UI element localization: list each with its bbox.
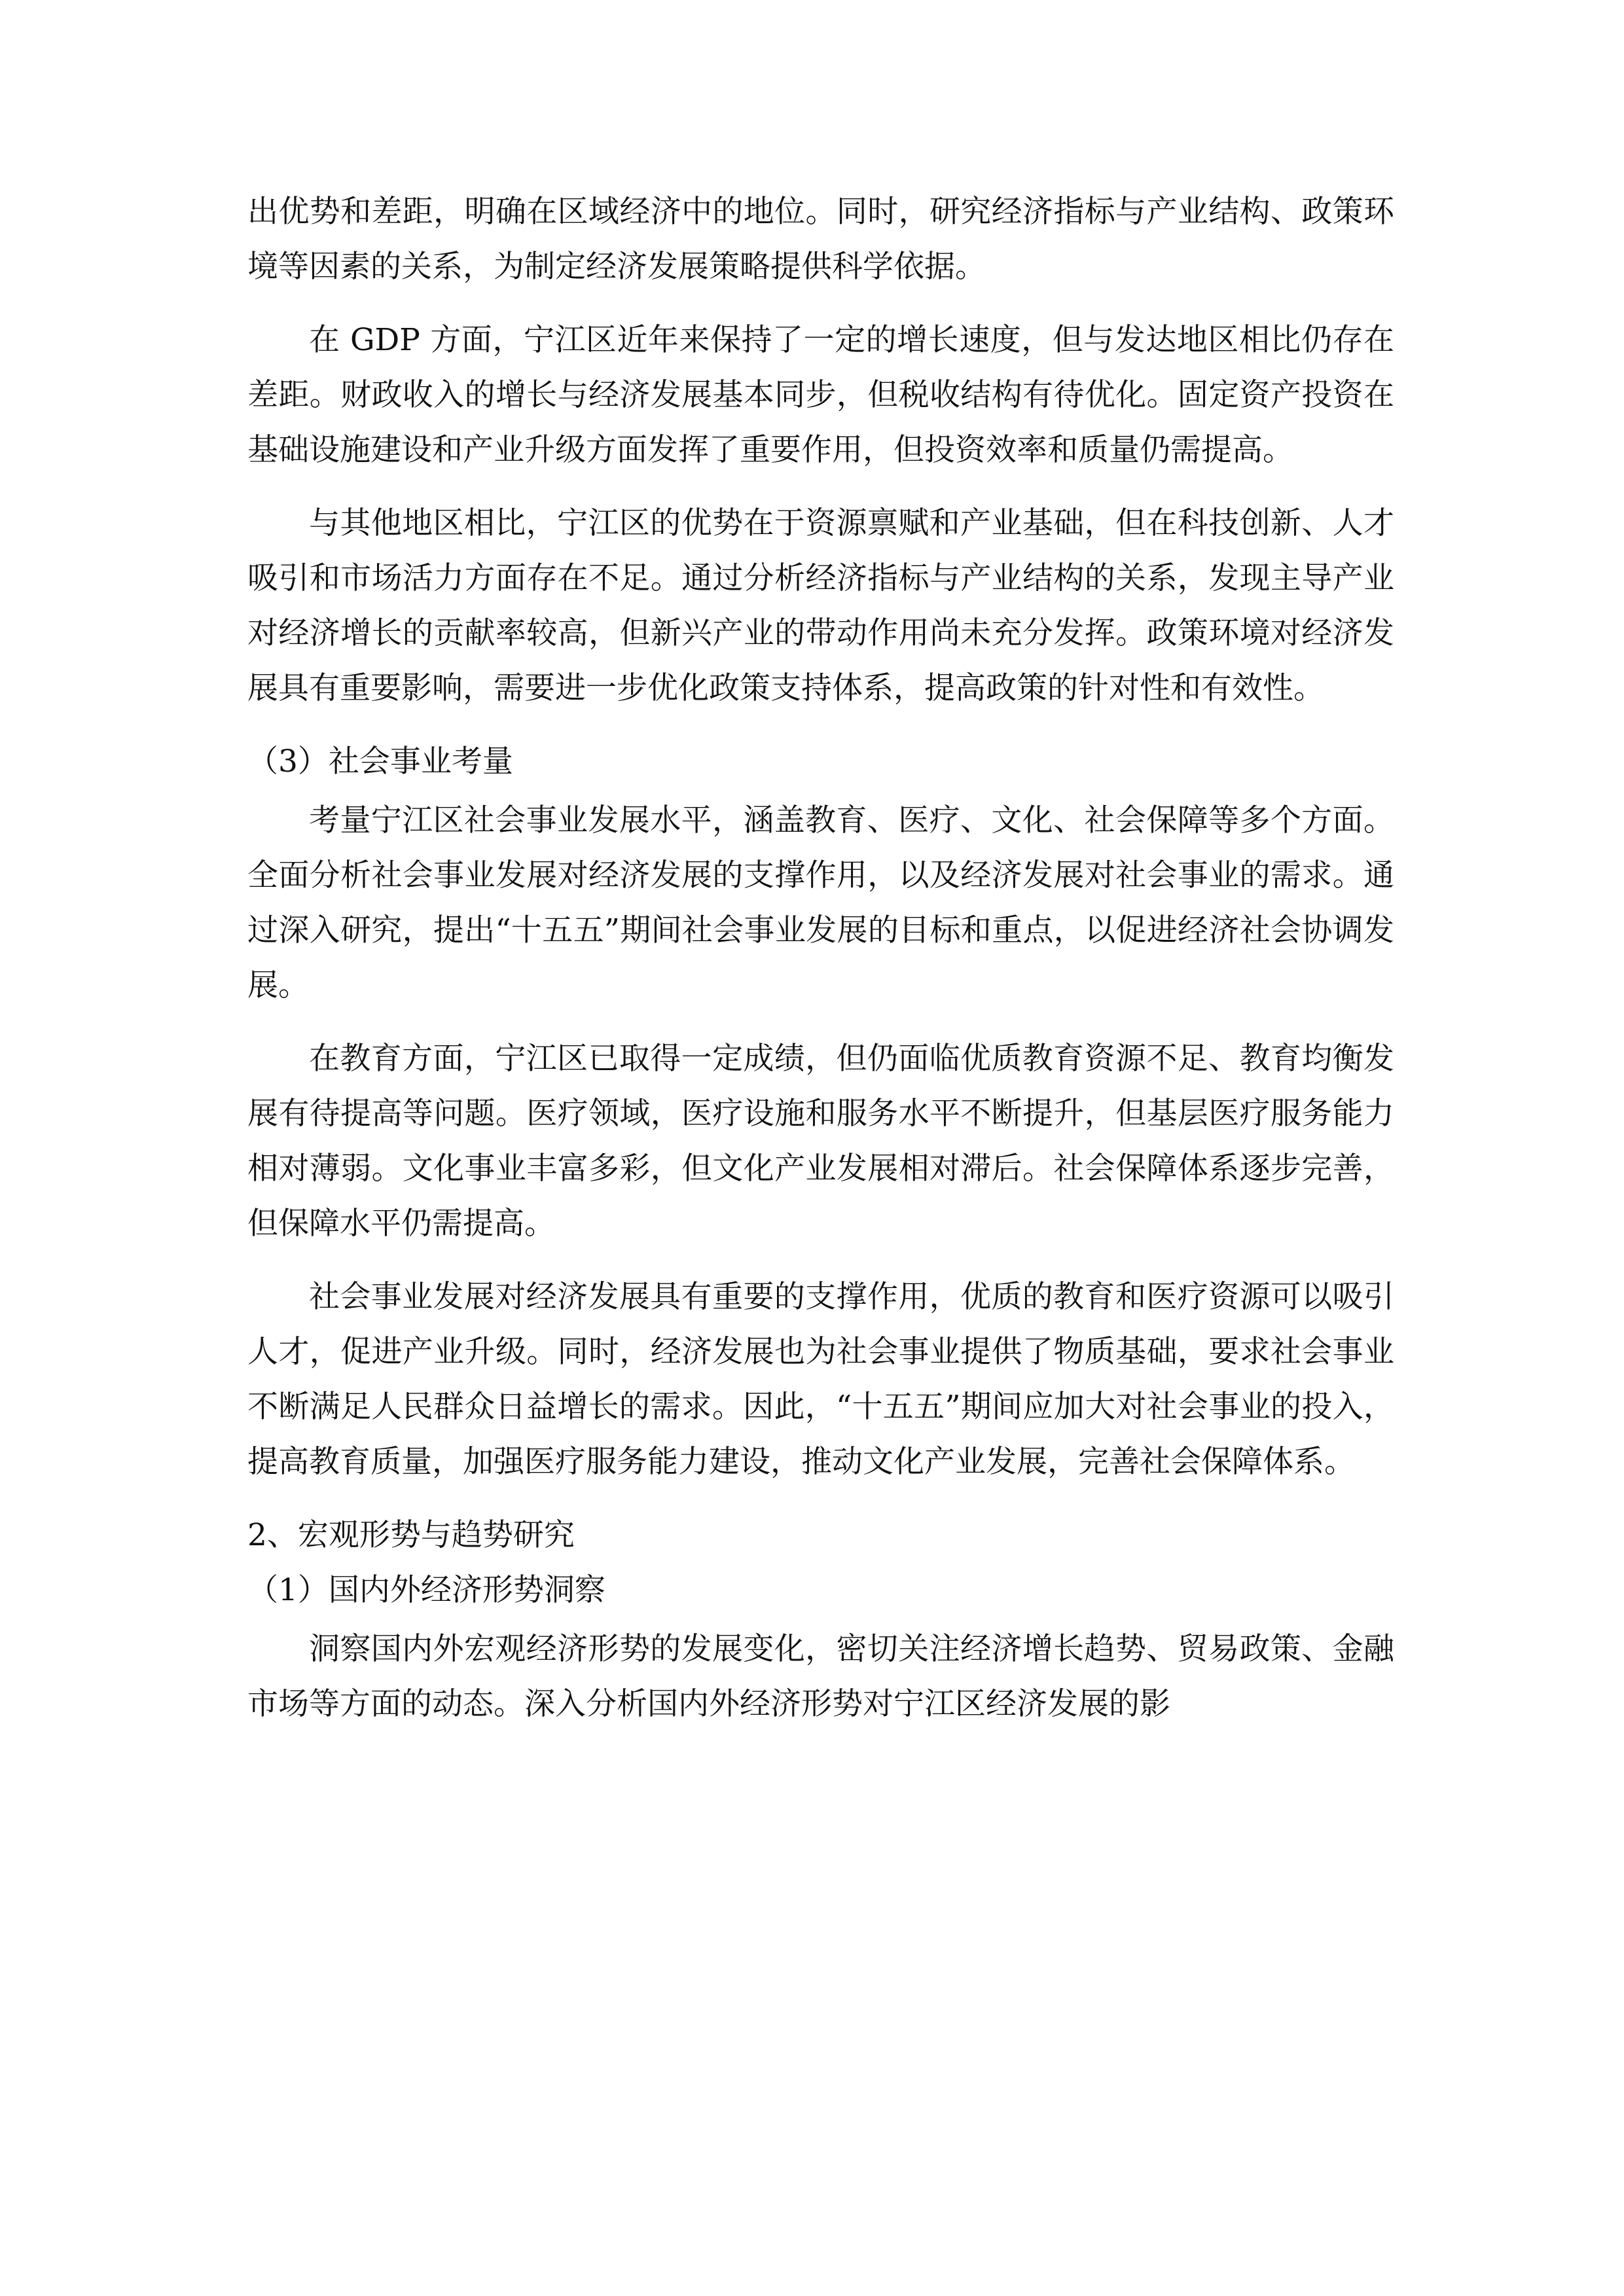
section-heading-macro: 2、宏观形势与趋势研究 bbox=[247, 1517, 575, 1553]
paragraph-social-overview: 考量宁江区社会事业发展水平，涵盖教育、医疗、文化、社会保障等多个方面。全面分析社会事业发展对经济发展的支撑作用，以及经济发展对社会事业的需求。通过深入研究，提出“十五五”期间社会事业发展的目标和重点，以促进经济社会协调发展。 bbox=[247, 802, 1394, 1003]
paragraph-comparison: 与其他地区相比，宁江区的优势在于资源禀赋和产业基础，但在科技创新、人才吸引和市场活力方面存在不足。通过分析经济指标与产业结构的关系，发现主导产业对经济增长的贡献率较高，但新兴产业的带动作用尚未充分发挥。政策环境对经济发展具有重要影响，需要进一步优化政策支持体系，提高政策的针对性和有效性。 bbox=[247, 505, 1394, 706]
paragraph-education: 在教育方面，宁江区已取得一定成绩，但仍面临优质教育资源不足、教育均衡发展有待提高等问题。医疗领域，医疗设施和服务水平不断提升，但基层医疗服务能力相对薄弱。文化事业丰富多彩，但文化产业发展相对滞后。社会保障体系逐步完善，但保障水平仍需提高。 bbox=[247, 1041, 1394, 1242]
paragraph-gdp: 在 GDP 方面，宁江区近年来保持了一定的增长速度，但与发达地区相比仍存在差距。财政收入的增长与经济发展基本同步，但税收结构有待优化。固定资产投资在基础设施建设和产业升级方面发挥了重要作用，但投资效率和质量仍需提高。 bbox=[247, 322, 1394, 468]
paragraph-1: 出优势和差距，明确在区域经济中的地位。同时，研究经济指标与产业结构、政策环境等因素的关系，为制定经济发展策略提供科学依据。 bbox=[247, 194, 1394, 285]
document-body bbox=[247, 185, 1394, 1750]
section-heading-economy: （1）国内外经济形势洞察 bbox=[247, 1572, 605, 1608]
paragraph-support: 社会事业发展对经济发展具有重要的支撑作用，优质的教育和医疗资源可以吸引人才，促进产业升级。同时，经济发展也为社会事业提供了物质基础，要求社会事业不断满足人民群众日益增长的需求。因此，“十五五”期间应加大对社会事业的投入，提高教育质量，加强医疗服务能力建设，推动文化产业发展，完善社会保障体系。 bbox=[247, 1279, 1394, 1480]
paragraph-economy: 洞察国内外宏观经济形势的发展变化，密切关注经济增长趋势、贸易政策、金融市场等方面的动态。深入分析国内外经济形势对宁江区经济发展的影 bbox=[247, 1631, 1394, 1722]
section-heading-social: （3）社会事业考量 bbox=[247, 744, 513, 780]
